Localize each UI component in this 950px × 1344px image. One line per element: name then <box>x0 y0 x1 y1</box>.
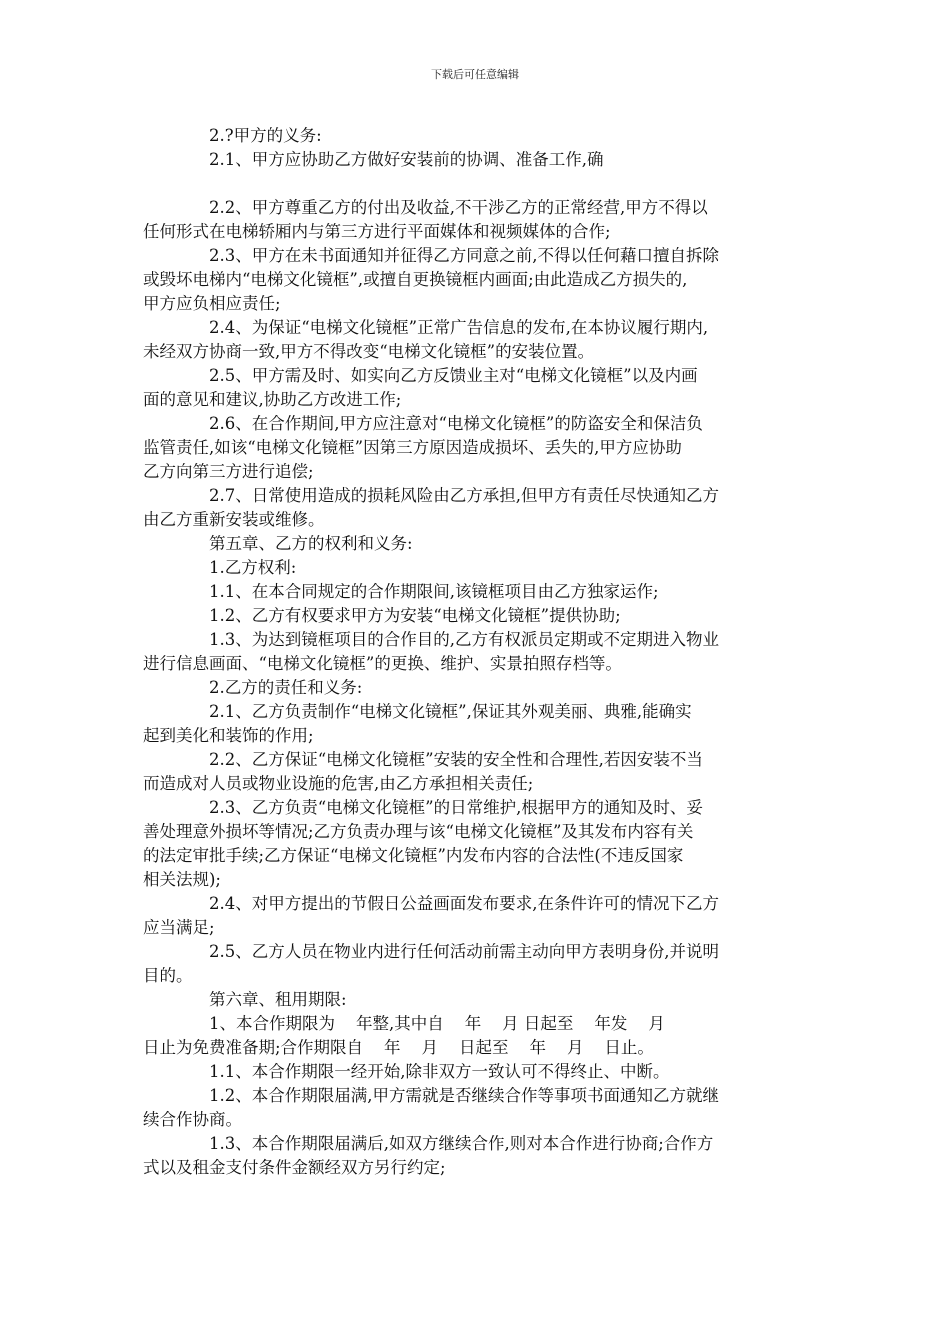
text-line: 1.乙方权利: <box>209 558 297 577</box>
text-line: 2.5、甲方需及时、如实向乙方反馈业主对“电梯文化镜框”以及内画 <box>209 366 698 385</box>
text-line: 日止为免费准备期;合作期限自 年 月 日起至 年 月 日止。 <box>143 1038 654 1057</box>
text-line: 起到美化和装饰的作用; <box>143 726 314 745</box>
text-line: 1.1、本合作期限一经开始,除非双方一致认可不得终止、中断。 <box>209 1062 670 1081</box>
text-line: 2.2、甲方尊重乙方的付出及收益,不干涉乙方的正常经营,甲方不得以 <box>209 198 708 217</box>
text-line: 应当满足; <box>143 918 215 937</box>
text-line: 2.5、乙方人员在物业内进行任何活动前需主动向甲方表明身份,并说明 <box>209 942 719 961</box>
text-line: 第五章、乙方的权利和义务: <box>209 534 413 553</box>
text-line: 1.2、乙方有权要求甲方为安装“电梯文化镜框”提供协助; <box>209 606 621 625</box>
text-line: 1.3、为达到镜框项目的合作目的,乙方有权派员定期或不定期进入物业 <box>209 630 719 649</box>
text-line: 善处理意外损坏等情况;乙方负责办理与该“电梯文化镜框”及其发布内容有关 <box>143 822 694 841</box>
page-header: 下载后可任意编辑 <box>431 68 519 81</box>
text-line: 1.2、本合作期限届满,甲方需就是否继续合作等事项书面通知乙方就继 <box>209 1086 719 1105</box>
text-line: 1、本合作期限为 年整,其中自 年 月 日起至 年发 月 <box>209 1014 665 1033</box>
text-line: 由乙方重新安装或维修。 <box>143 510 325 529</box>
text-line: 任何形式在电梯轿厢内与第三方进行平面媒体和视频媒体的合作; <box>143 222 611 241</box>
blank-line <box>143 172 808 196</box>
text-line: 而造成对人员或物业设施的危害,由乙方承担相关责任; <box>143 774 534 793</box>
text-line: 第六章、租用期限: <box>209 990 347 1009</box>
text-line: 2.乙方的责任和义务: <box>209 678 363 697</box>
text-line: 甲方应负相应责任; <box>143 294 281 313</box>
text-line: 2.3、甲方在未书面通知并征得乙方同意之前,不得以任何藉口擅自拆除 <box>209 246 719 265</box>
text-line: 未经双方协商一致,甲方不得改变“电梯文化镜框”的安装位置。 <box>143 342 595 361</box>
text-line: 1.3、本合作期限届满后,如双方继续合作,则对本合作进行协商;合作方 <box>209 1134 714 1153</box>
text-line: 2.6、在合作期间,甲方应注意对“电梯文化镜框”的防盗安全和保洁负 <box>209 414 703 433</box>
text-line: 或毁坏电梯内“电梯文化镜框”,或擅自更换镜框内画面;由此造成乙方损失的, <box>143 270 688 289</box>
text-line: 2.3、乙方负责“电梯文化镜框”的日常维护,根据甲方的通知及时、妥 <box>209 798 703 817</box>
text-line: 2.1、乙方负责制作“电梯文化镜框”,保证其外观美丽、典雅,能确实 <box>209 702 692 721</box>
text-line: 相关法规); <box>143 870 221 889</box>
text-line: 式以及租金支付条件金额经双方另行约定; <box>143 1158 446 1177</box>
document-body <box>143 124 808 1180</box>
text-line: 2.2、乙方保证“电梯文化镜框”安装的安全性和合理性,若因安装不当 <box>209 750 703 769</box>
text-line: 续合作协商。 <box>143 1110 242 1129</box>
text-line: 2.7、日常使用造成的损耗风险由乙方承担,但甲方有责任尽快通知乙方 <box>209 486 719 505</box>
text-line: 1.1、在本合同规定的合作期限间,该镜框项目由乙方独家运作; <box>209 582 659 601</box>
text-line: 乙方向第三方进行追偿; <box>143 462 314 481</box>
text-line: 2.1、甲方应协助乙方做好安装前的协调、准备工作,确 <box>209 150 604 169</box>
text-line: 进行信息画面、“电梯文化镜框”的更换、维护、实景拍照存档等。 <box>143 654 622 673</box>
text-line: 2.4、对甲方提出的节假日公益画面发布要求,在条件许可的情况下乙方 <box>209 894 719 913</box>
text-line: 的法定审批手续;乙方保证“电梯文化镜框”内发布内容的合法性(不违反国家 <box>143 846 684 865</box>
text-line: 面的意见和建议,协助乙方改进工作; <box>143 390 402 409</box>
text-line: 监管责任,如该“电梯文化镜框”因第三方原因造成损坏、丢失的,甲方应协助 <box>143 438 682 457</box>
text-line: 目的。 <box>143 966 193 985</box>
text-line: 2.4、为保证“电梯文化镜框”正常广告信息的发布,在本协议履行期内, <box>209 318 709 337</box>
text-line: 2.?甲方的义务: <box>209 126 322 145</box>
